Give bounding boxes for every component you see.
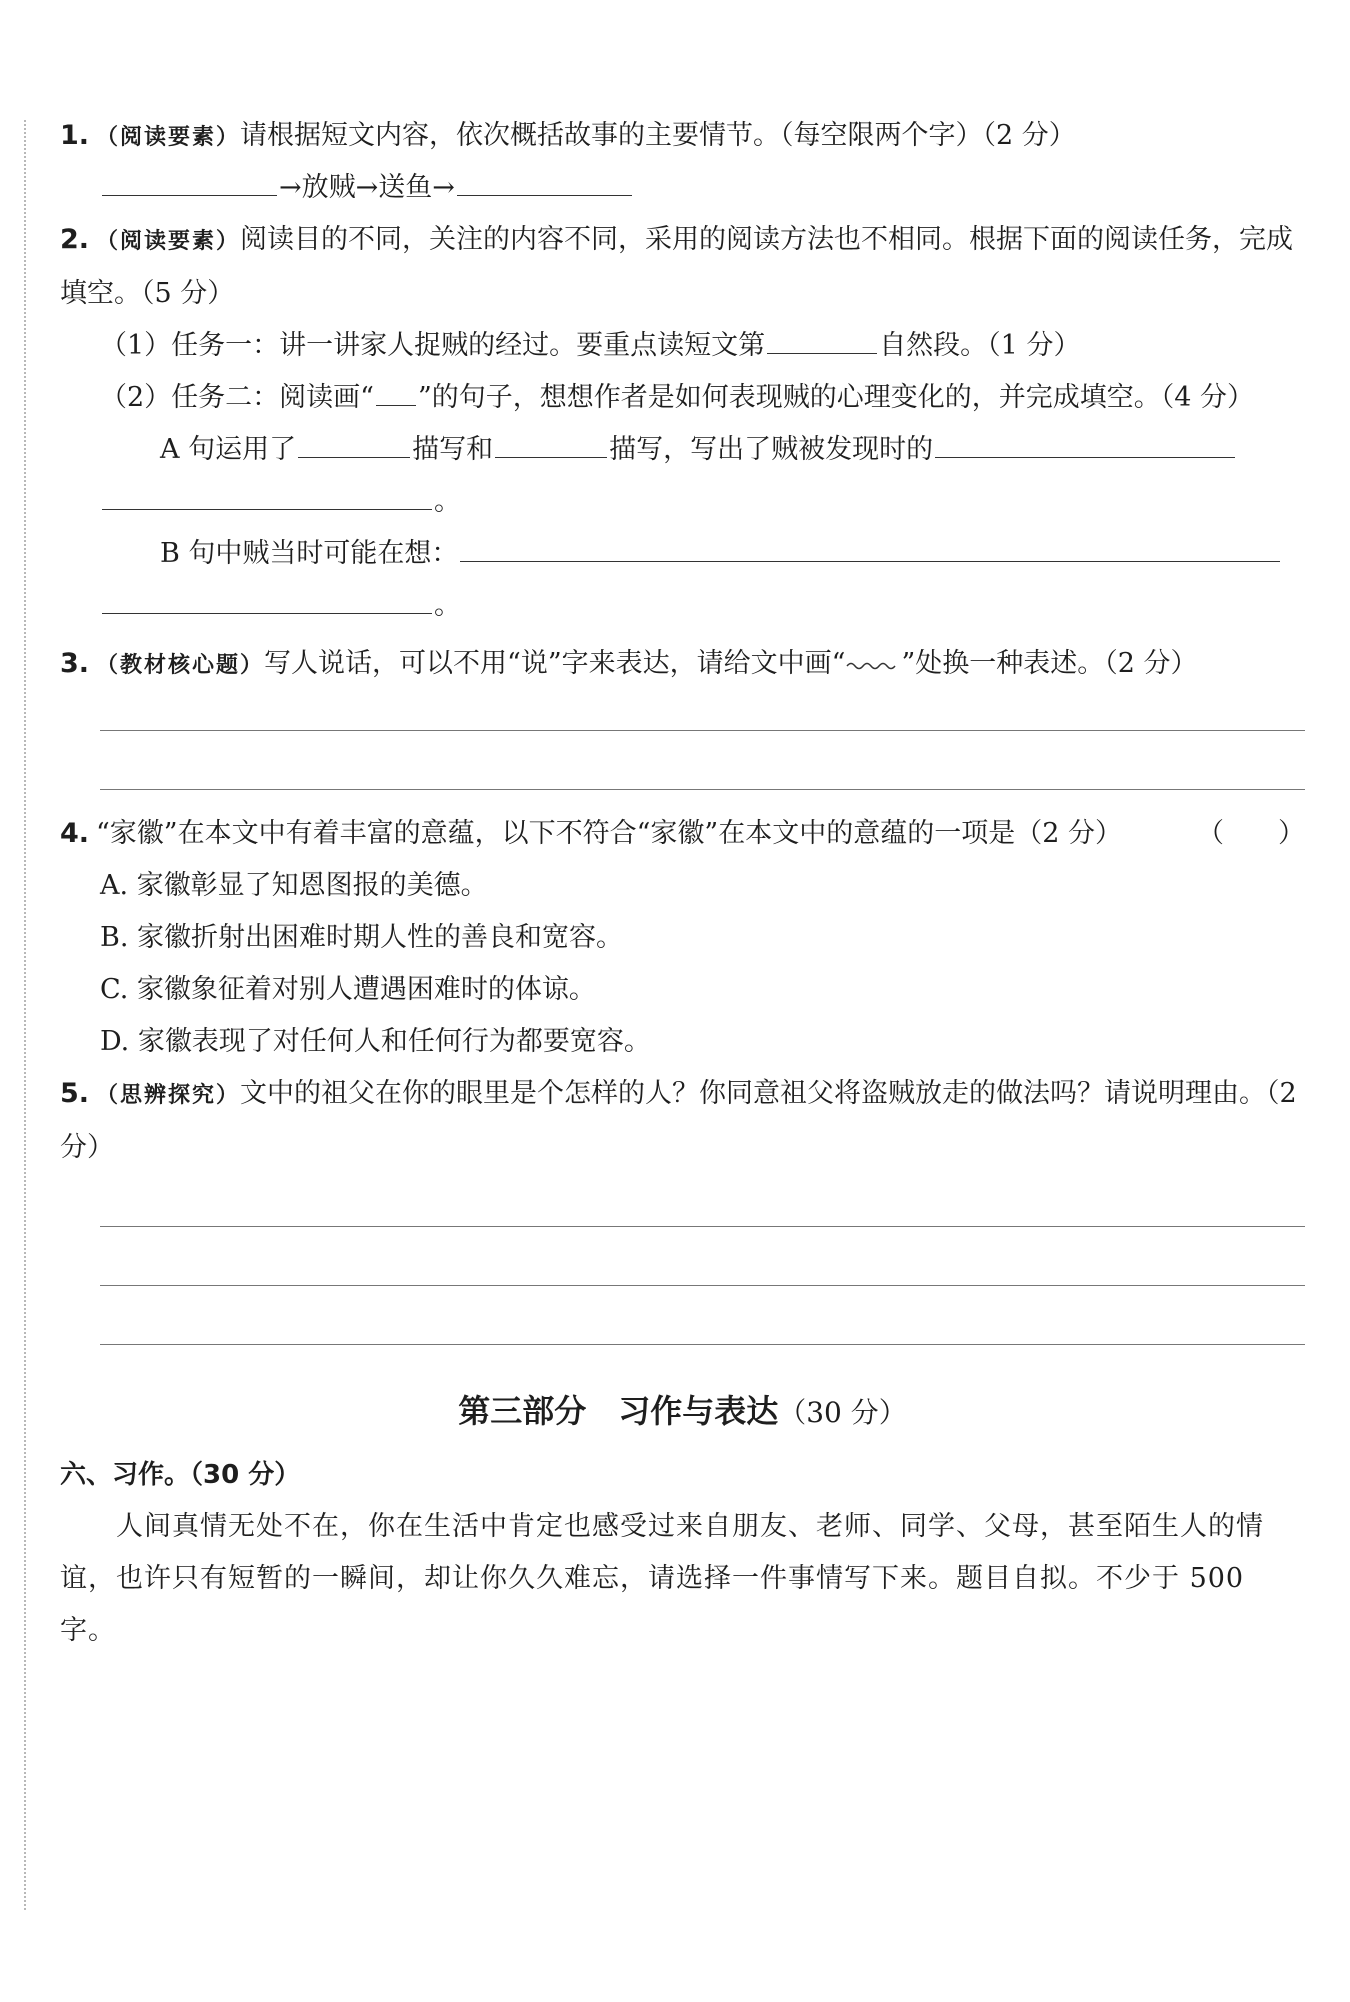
sentence-a-text-end: 描写，写出了贼被发现时的 (609, 434, 934, 465)
worksheet-page (60, 110, 1305, 1657)
section-3-title (60, 1385, 1305, 1439)
plot-flow-text: →放贼→送鱼→ (279, 172, 455, 203)
plot-flow-row (60, 162, 1305, 214)
question-text: 阅读目的不同，关注的内容不同，采用的阅读方法也不相同。根据下面的阅读任务，完成填空。（5 分） (60, 224, 1294, 309)
question-3 (60, 638, 1305, 690)
sentence-a-row (60, 424, 1305, 476)
answer-blank[interactable] (457, 165, 632, 196)
answer-blank[interactable] (298, 427, 410, 458)
writing-heading-text: 六、习作。（30 分） (60, 1460, 301, 1490)
answer-blank[interactable] (767, 323, 877, 354)
question-5 (60, 1068, 1305, 1174)
task-2-text: （2）任务二：阅读画“ (100, 382, 374, 413)
writing-prompt: 人间真情无处不在，你在生活中肯定也感受过来自朋友、老师、同学、父母，甚至陌生人的情谊，也许只有短暂的一瞬间，却让你久久难忘，请选择一件事情写下来。题目自拟。不少于 500 字。 (60, 1511, 1264, 1646)
question-tag: （阅读要素） (96, 229, 241, 254)
question-number: 2. (60, 224, 90, 255)
answer-blank[interactable] (495, 427, 607, 458)
binding-margin-line (24, 120, 26, 1910)
question-2 (60, 214, 1305, 320)
answer-line[interactable] (100, 1245, 1305, 1286)
answer-paren[interactable]: （ ） (1197, 818, 1305, 849)
answer-line[interactable] (100, 1186, 1305, 1227)
task-1-text: （1）任务一：讲一讲家人捉贼的经过。要重点读短文第 (100, 330, 766, 361)
answer-line[interactable] (100, 1304, 1305, 1345)
underline-mark (376, 381, 416, 406)
question-number: 4. (60, 818, 90, 849)
option-c: C. 家徽象征着对别人遭遇困难时的体谅。 (100, 974, 596, 1005)
question-tag: （教材核心题） (96, 653, 265, 678)
sentence-a-text-mid: 描写和 (412, 434, 494, 465)
answer-blank[interactable] (102, 165, 277, 196)
question-text-end: ”处换一种表述。（2 分） (901, 648, 1198, 679)
question-number: 1. (60, 120, 90, 151)
sentence-a-text: A 句运用了 (160, 434, 297, 465)
question-text: 文中的祖父在你的眼里是个怎样的人？你同意祖父将盗贼放走的做法吗？请说明理由。（2 分） (60, 1078, 1297, 1163)
answer-blank[interactable] (102, 583, 432, 614)
period: 。 (434, 486, 461, 517)
task-2-text-end: ”的句子，想想作者是如何表现贼的心理变化的，并完成填空。（4 分） (417, 382, 1255, 413)
section-score: （30 分） (778, 1396, 907, 1429)
sentence-b-text: B 句中贼当时可能在想： (160, 538, 459, 569)
question-text: 写人说话，可以不用“说”字来表达，请给文中画“ (264, 648, 846, 679)
task-1 (60, 320, 1305, 372)
question-text: 请根据短文内容，依次概括故事的主要情节。（每空限两个字）（2 分） (240, 120, 1076, 151)
answer-line[interactable] (100, 749, 1305, 790)
question-text: “家徽”在本文中有着丰富的意蕴，以下不符合“家徽”在本文中的意蕴的一项是（2 分） (96, 818, 1122, 849)
task-1-text-end: 自然段。（1 分） (879, 330, 1081, 361)
answer-blank[interactable] (935, 427, 1235, 458)
option-b: B. 家徽折射出困难时期人性的善良和宽容。 (100, 922, 624, 953)
option-d: D. 家徽表现了对任何人和任何行为都要宽容。 (100, 1026, 651, 1057)
wavy-underline-mark (845, 642, 901, 672)
answer-blank[interactable] (460, 531, 1280, 562)
sentence-b-continuation (60, 580, 1305, 632)
answer-blank[interactable] (102, 479, 432, 510)
writing-heading (60, 1449, 1305, 1501)
question-1 (60, 110, 1305, 162)
period: 。 (434, 590, 461, 621)
sentence-a-continuation (60, 476, 1305, 528)
sentence-b-row (60, 528, 1305, 580)
question-4 (60, 808, 1305, 860)
option-a: A. 家徽彰显了知恩图报的美德。 (100, 870, 488, 901)
question-number: 3. (60, 648, 90, 679)
question-tag: （阅读要素） (96, 125, 241, 150)
section-title-text: 第三部分 习作与表达 (458, 1392, 779, 1430)
answer-line[interactable] (100, 690, 1305, 731)
question-tag: （思辨探究） (96, 1083, 241, 1108)
question-number: 5. (60, 1078, 90, 1109)
task-2 (60, 372, 1305, 424)
